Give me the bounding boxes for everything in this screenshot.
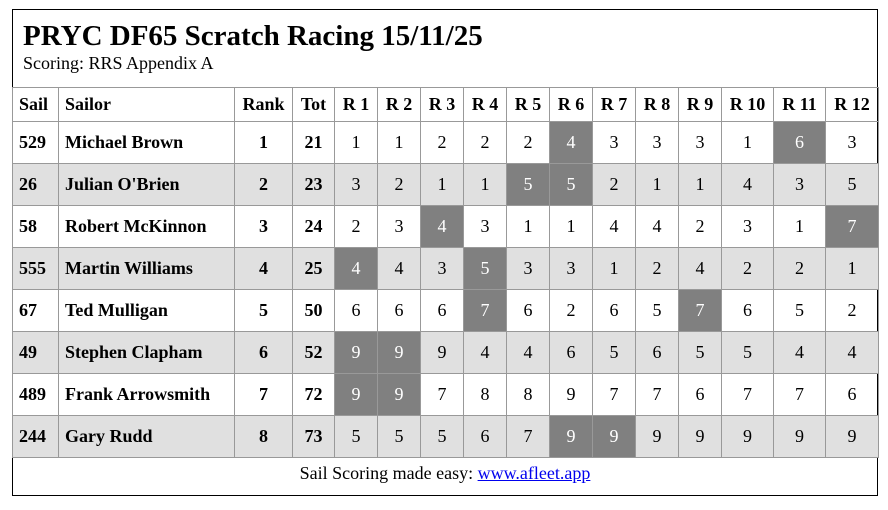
- sailor-name: Stephen Clapham: [59, 332, 235, 374]
- race-score: 5: [593, 332, 636, 374]
- race-score: 5: [421, 416, 464, 458]
- table-row: [13, 332, 879, 374]
- rank-cell: 1: [235, 122, 293, 164]
- page-title: PRYC DF65 Scratch Racing 15/11/25: [23, 20, 483, 52]
- column-header: R 3: [421, 88, 464, 122]
- race-score: 4: [464, 332, 507, 374]
- total-cell: 50: [293, 290, 335, 332]
- race-score: 1: [774, 206, 826, 248]
- race-score: 8: [464, 374, 507, 416]
- results-header: [13, 10, 877, 87]
- race-score: 5: [378, 416, 421, 458]
- race-score: 7: [421, 374, 464, 416]
- race-score: 5: [774, 290, 826, 332]
- sail-number: 67: [13, 290, 59, 332]
- sailor-name: Frank Arrowsmith: [59, 374, 235, 416]
- race-score: 1: [722, 122, 774, 164]
- table-row: [13, 290, 879, 332]
- race-score: 3: [679, 122, 722, 164]
- sail-number: 529: [13, 122, 59, 164]
- race-score: 8: [507, 374, 550, 416]
- column-header: R 8: [636, 88, 679, 122]
- race-score: 6: [722, 290, 774, 332]
- race-score: 2: [722, 248, 774, 290]
- column-header: R 10: [722, 88, 774, 122]
- column-header: Sail: [13, 88, 59, 122]
- race-score: 5: [826, 164, 879, 206]
- total-cell: 73: [293, 416, 335, 458]
- discarded-race-score: 5: [550, 164, 593, 206]
- race-score: 3: [722, 206, 774, 248]
- sail-number: 244: [13, 416, 59, 458]
- rank-cell: 4: [235, 248, 293, 290]
- sail-number: 49: [13, 332, 59, 374]
- total-cell: 23: [293, 164, 335, 206]
- race-score: 6: [679, 374, 722, 416]
- race-score: 1: [826, 248, 879, 290]
- race-score: 9: [636, 416, 679, 458]
- race-score: 6: [593, 290, 636, 332]
- race-score: 7: [593, 374, 636, 416]
- sailor-name: Robert McKinnon: [59, 206, 235, 248]
- discarded-race-score: 5: [464, 248, 507, 290]
- race-score: 6: [421, 290, 464, 332]
- race-score: 7: [636, 374, 679, 416]
- discarded-race-score: 5: [507, 164, 550, 206]
- discarded-race-score: 9: [335, 332, 378, 374]
- discarded-race-score: 4: [335, 248, 378, 290]
- table-row: [13, 416, 879, 458]
- race-score: 2: [679, 206, 722, 248]
- discarded-race-score: 9: [378, 332, 421, 374]
- race-score: 6: [335, 290, 378, 332]
- race-score: 5: [679, 332, 722, 374]
- race-score: 1: [421, 164, 464, 206]
- race-score: 2: [774, 248, 826, 290]
- total-cell: 52: [293, 332, 335, 374]
- discarded-race-score: 4: [550, 122, 593, 164]
- sailor-name: Ted Mulligan: [59, 290, 235, 332]
- column-header: R 7: [593, 88, 636, 122]
- rank-cell: 5: [235, 290, 293, 332]
- race-score: 2: [826, 290, 879, 332]
- discarded-race-score: 9: [593, 416, 636, 458]
- race-score: 6: [826, 374, 879, 416]
- sail-number: 489: [13, 374, 59, 416]
- total-cell: 25: [293, 248, 335, 290]
- sail-number: 555: [13, 248, 59, 290]
- column-header: R 5: [507, 88, 550, 122]
- race-score: 6: [464, 416, 507, 458]
- discarded-race-score: 7: [826, 206, 879, 248]
- race-score: 2: [464, 122, 507, 164]
- rank-cell: 6: [235, 332, 293, 374]
- race-score: 9: [722, 416, 774, 458]
- afleet-link[interactable]: www.afleet.app: [477, 463, 591, 483]
- race-score: 1: [636, 164, 679, 206]
- race-score: 1: [679, 164, 722, 206]
- column-header: R 1: [335, 88, 378, 122]
- race-score: 7: [507, 416, 550, 458]
- race-score: 5: [722, 332, 774, 374]
- race-score: 4: [593, 206, 636, 248]
- table-body: [13, 122, 879, 458]
- column-header: R 6: [550, 88, 593, 122]
- race-score: 3: [421, 248, 464, 290]
- rank-cell: 2: [235, 164, 293, 206]
- race-score: 1: [464, 164, 507, 206]
- discarded-race-score: 9: [335, 374, 378, 416]
- race-score: 4: [679, 248, 722, 290]
- race-score: 5: [636, 290, 679, 332]
- table-row: [13, 206, 879, 248]
- race-score: 2: [636, 248, 679, 290]
- race-score: 1: [335, 122, 378, 164]
- race-score: 7: [774, 374, 826, 416]
- discarded-race-score: 4: [421, 206, 464, 248]
- race-score: 2: [507, 122, 550, 164]
- race-score: 3: [593, 122, 636, 164]
- results-table: [12, 87, 879, 458]
- rank-cell: 3: [235, 206, 293, 248]
- column-header: R 11: [774, 88, 826, 122]
- race-score: 9: [826, 416, 879, 458]
- scoring-subtitle: Scoring: RRS Appendix A: [23, 53, 214, 73]
- race-score: 3: [774, 164, 826, 206]
- race-score: 4: [722, 164, 774, 206]
- table-row: [13, 122, 879, 164]
- discarded-race-score: 7: [679, 290, 722, 332]
- race-score: 9: [774, 416, 826, 458]
- results-card: [12, 9, 878, 496]
- race-score: 4: [636, 206, 679, 248]
- column-header: R 9: [679, 88, 722, 122]
- column-header: Sailor: [59, 88, 235, 122]
- discarded-race-score: 9: [550, 416, 593, 458]
- race-score: 4: [507, 332, 550, 374]
- race-score: 4: [378, 248, 421, 290]
- race-score: 6: [550, 332, 593, 374]
- race-score: 3: [550, 248, 593, 290]
- race-score: 9: [679, 416, 722, 458]
- race-score: 6: [507, 290, 550, 332]
- rank-cell: 7: [235, 374, 293, 416]
- column-header: R 4: [464, 88, 507, 122]
- race-score: 2: [593, 164, 636, 206]
- footer: [13, 453, 877, 495]
- sail-number: 58: [13, 206, 59, 248]
- discarded-race-score: 9: [378, 374, 421, 416]
- discarded-race-score: 6: [774, 122, 826, 164]
- race-score: 1: [593, 248, 636, 290]
- race-score: 1: [550, 206, 593, 248]
- race-score: 6: [378, 290, 421, 332]
- sailor-name: Julian O'Brien: [59, 164, 235, 206]
- table-header-row: [13, 88, 879, 122]
- total-cell: 24: [293, 206, 335, 248]
- race-score: 3: [636, 122, 679, 164]
- race-score: 2: [378, 164, 421, 206]
- race-score: 3: [826, 122, 879, 164]
- race-score: 9: [550, 374, 593, 416]
- race-score: 9: [421, 332, 464, 374]
- column-header: R 2: [378, 88, 421, 122]
- race-score: 3: [507, 248, 550, 290]
- sail-number: 26: [13, 164, 59, 206]
- race-score: 3: [378, 206, 421, 248]
- race-score: 4: [826, 332, 879, 374]
- table-row: [13, 164, 879, 206]
- column-header: R 12: [826, 88, 879, 122]
- race-score: 7: [722, 374, 774, 416]
- sailor-name: Gary Rudd: [59, 416, 235, 458]
- race-score: 2: [550, 290, 593, 332]
- race-score: 4: [774, 332, 826, 374]
- race-score: 2: [421, 122, 464, 164]
- race-score: 1: [507, 206, 550, 248]
- table-row: [13, 374, 879, 416]
- footer-text: Sail Scoring made easy:: [299, 463, 478, 483]
- sailor-name: Michael Brown: [59, 122, 235, 164]
- table-row: [13, 248, 879, 290]
- race-score: 1: [378, 122, 421, 164]
- total-cell: 21: [293, 122, 335, 164]
- column-header: Tot: [293, 88, 335, 122]
- race-score: 5: [335, 416, 378, 458]
- column-header: Rank: [235, 88, 293, 122]
- discarded-race-score: 7: [464, 290, 507, 332]
- race-score: 3: [464, 206, 507, 248]
- rank-cell: 8: [235, 416, 293, 458]
- sailor-name: Martin Williams: [59, 248, 235, 290]
- race-score: 6: [636, 332, 679, 374]
- race-score: 2: [335, 206, 378, 248]
- total-cell: 72: [293, 374, 335, 416]
- race-score: 3: [335, 164, 378, 206]
